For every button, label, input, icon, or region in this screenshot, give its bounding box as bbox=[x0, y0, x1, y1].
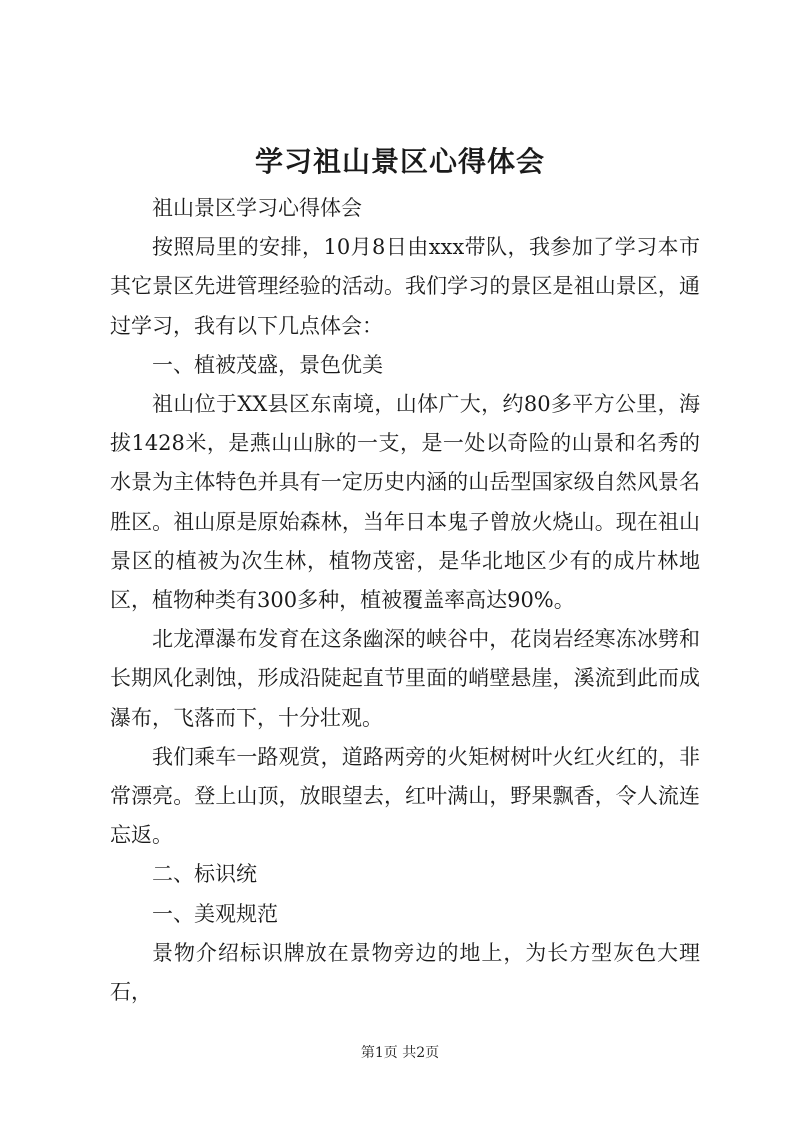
paragraph-signboard: 景物介绍标识牌放在景物旁边的地上，为长方型灰色大理石， bbox=[110, 940, 700, 1005]
paragraph-subtitle: 祖山景区学习心得体会 bbox=[152, 196, 362, 220]
page-footer: 第1页 共2页 bbox=[360, 1045, 440, 1061]
subsection-heading-standard: 一、美观规范 bbox=[152, 901, 278, 926]
paragraph-zushan-description: 祖山位于XX县区东南境，山体广大，约80多平方公里，海拔1428米，是燕山山脉的一支，是一处以奇险的山景和名秀的水景为主体特色并具有一定历史内涵的山岳型国家级自然风景名胜区。祖山原是原始森林，当年日本鬼子曾放火烧山。现在祖山景区的植被为次生林，植物茂密，是华北地区少有的成片林地区，植物种类有300多种，植被覆盖率高达90%。 bbox=[110, 392, 700, 613]
paragraph-scenery: 我们乘车一路观赏，道路两旁的火矩树树叶火红火红的，非常漂亮。登上山顶，放眼望去，红叶满山，野果飘香，令人流连忘返。 bbox=[110, 744, 700, 848]
document-title: 学习祖山景区心得体会 bbox=[254, 145, 545, 178]
paragraph-intro: 按照局里的安排，10月8日由xxx带队，我参加了学习本市其它景区先进管理经验的活动。我们学习的景区是祖山景区，通过学习，我有以下几点体会： bbox=[110, 235, 700, 338]
section-heading-vegetation: 一、植被茂盛，景色优美 bbox=[152, 352, 383, 377]
section-heading-signage: 二、标识统 bbox=[152, 862, 257, 887]
paragraph-waterfall: 北龙潭瀑布发育在这条幽深的峡谷中，花岗岩经寒冻冰劈和长期风化剥蚀，形成沿陡起直节里面的峭壁悬崖，溪流到此而成瀑布，飞落而下，十分壮观。 bbox=[110, 627, 700, 730]
document-body bbox=[110, 189, 700, 1012]
